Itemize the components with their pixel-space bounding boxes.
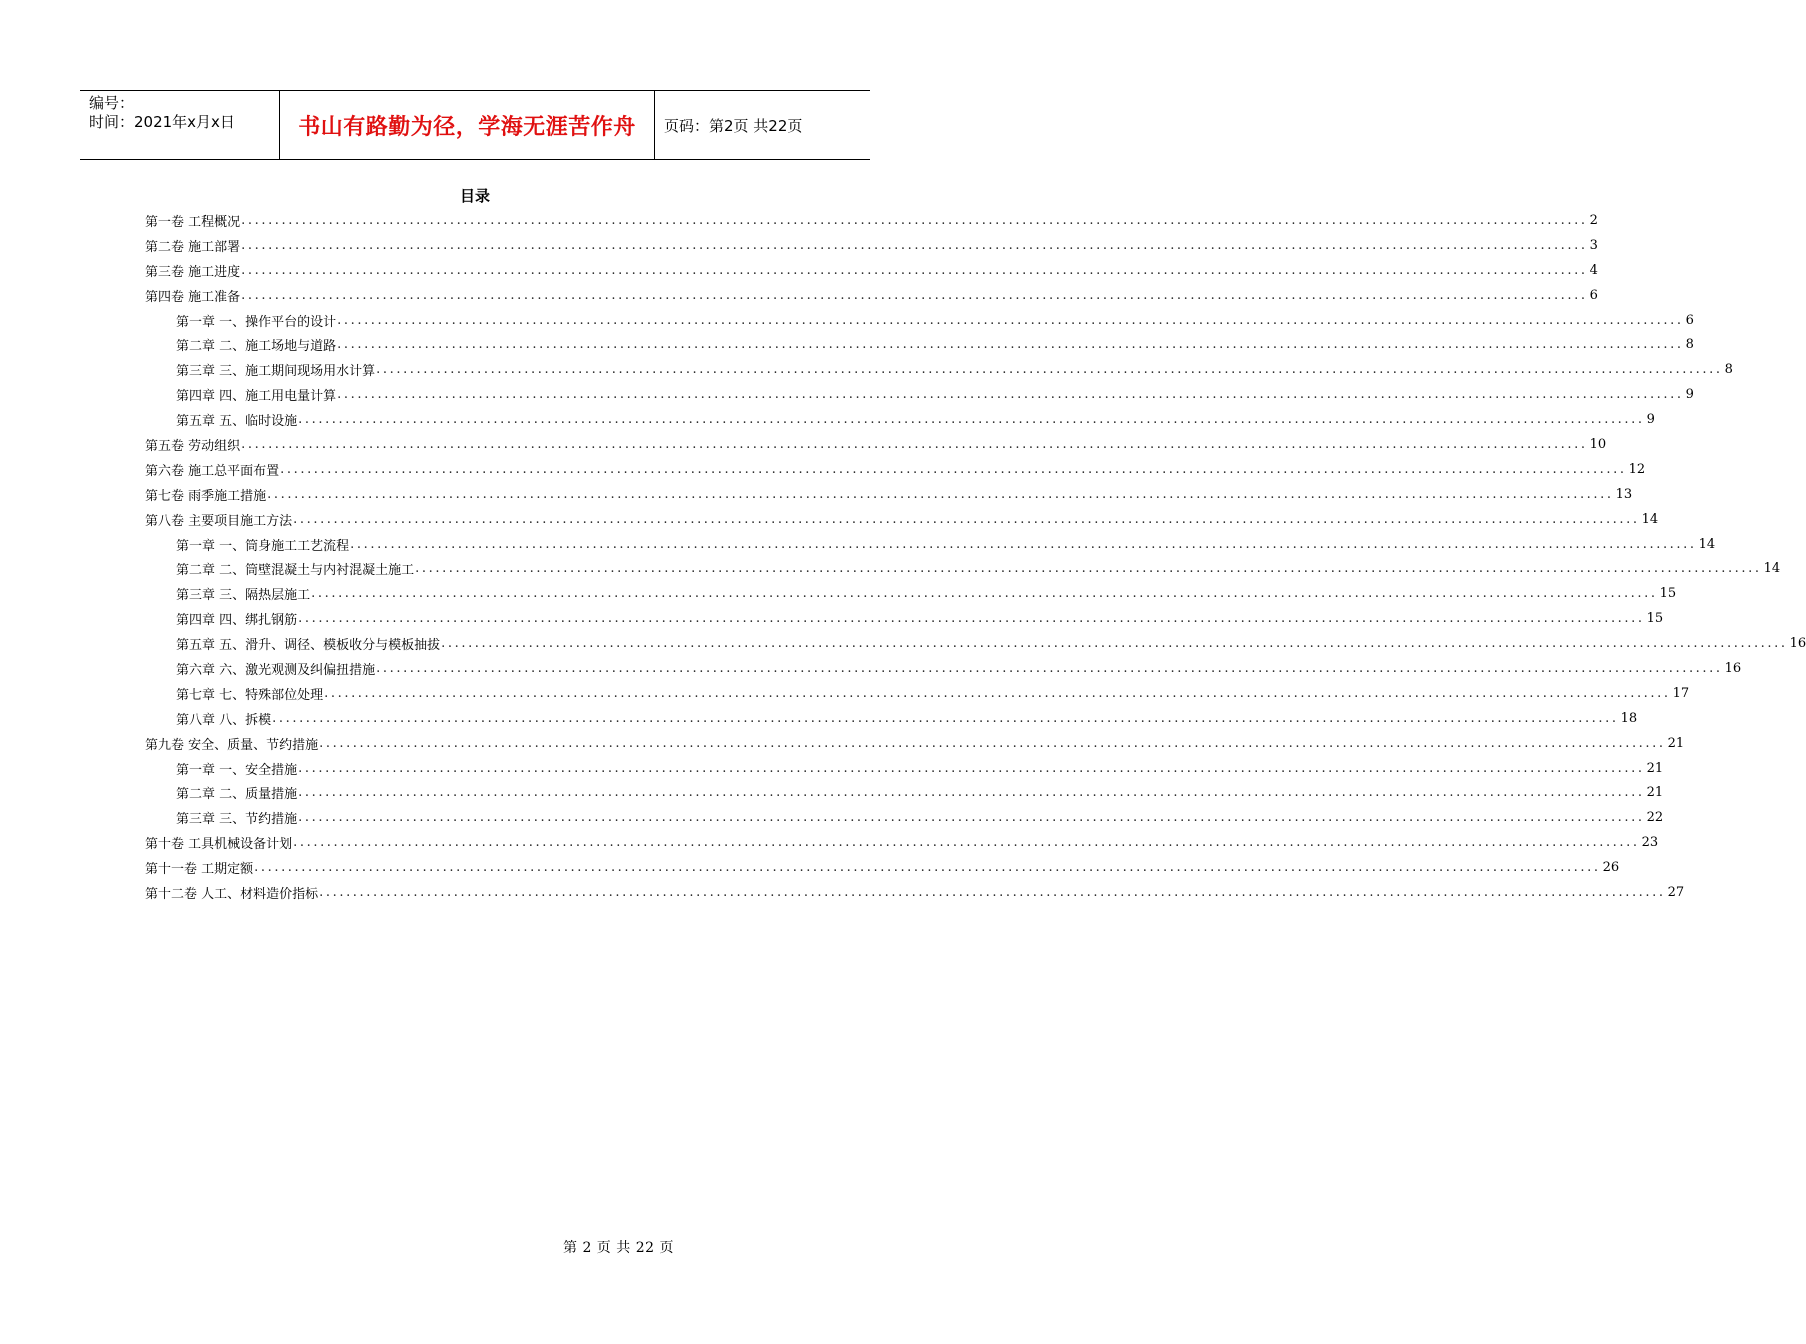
- toc-entry[interactable]: [145, 681, 1690, 706]
- toc-entry[interactable]: [145, 308, 1694, 333]
- toc-entry-page: 18: [1620, 710, 1638, 726]
- toc-entry-label: 第十二卷 人工、材料造价指标: [145, 886, 319, 902]
- toc-entry-page: 23: [1641, 835, 1659, 851]
- toc-entry-label: 第六章 六、激光观测及纠偏扭措施: [176, 662, 376, 678]
- header-page-indicator: 页码：第2页 共22页: [664, 116, 803, 135]
- toc-entry-page: 16: [1724, 660, 1742, 676]
- document-number-label: 编号：: [89, 94, 135, 112]
- toc-entry-label: 第四章 四、施工用电量计算: [176, 389, 337, 405]
- toc-entry-page: 10: [1589, 436, 1607, 452]
- header-slogan: 书山有路勤为径，学海无涯苦作舟: [280, 91, 655, 159]
- toc-dot-leader: ........................................................................................................................................................................................................: [319, 884, 1666, 900]
- toc-entry[interactable]: [145, 780, 1664, 805]
- toc-entry[interactable]: [145, 208, 1598, 233]
- toc-entry[interactable]: [145, 556, 1781, 581]
- toc-entry[interactable]: [145, 830, 1659, 855]
- toc-entry-page: 14: [1698, 536, 1716, 552]
- page-footer: 第 2 页 共 22 页: [563, 1240, 674, 1256]
- toc-entry[interactable]: [145, 805, 1664, 830]
- toc-dot-leader: ........................................................................................................................................................................................................: [337, 312, 1684, 328]
- toc-entry-label: 第五章 五、滑升、调径、模板收分与模板抽拔: [176, 638, 441, 654]
- toc-entry[interactable]: [145, 283, 1598, 308]
- toc-entry-page: 13: [1615, 486, 1633, 502]
- toc-entry-page: 12: [1628, 461, 1646, 477]
- toc-dot-leader: ........................................................................................................................................................................................................: [415, 561, 1762, 577]
- toc-entry[interactable]: [145, 457, 1646, 482]
- toc-entry-page: 27: [1667, 884, 1685, 900]
- toc-entry[interactable]: [145, 706, 1638, 731]
- toc-entry-label: 第三卷 施工进度: [145, 264, 241, 280]
- toc-entry[interactable]: [145, 631, 1806, 656]
- toc-entry-label: 第九卷 安全、质量、节约措施: [145, 737, 319, 753]
- toc-dot-leader: ........................................................................................................................................................................................................: [376, 362, 1723, 378]
- toc-entry-label: 第八卷 主要项目施工方法: [145, 513, 293, 529]
- toc-entry-label: 第五卷 劳动组织: [145, 438, 241, 454]
- toc-entry-label: 第四章 四、绑扎钢筋: [176, 613, 298, 629]
- toc-entry[interactable]: [145, 482, 1633, 507]
- toc-entry-page: 15: [1659, 586, 1677, 602]
- toc-entry[interactable]: [145, 432, 1607, 457]
- toc-dot-leader: ........................................................................................................................................................................................................: [254, 860, 1601, 876]
- toc-entry-page: 8: [1724, 362, 1733, 378]
- toc-dot-leader: ........................................................................................................................................................................................................: [324, 685, 1671, 701]
- toc-entry-page: 21: [1646, 760, 1664, 776]
- toc-dot-leader: ........................................................................................................................................................................................................: [298, 412, 1645, 428]
- toc-entry-page: 16: [1789, 636, 1806, 652]
- toc-entry-page: 9: [1646, 412, 1655, 428]
- toc-entry-page: 21: [1667, 735, 1685, 751]
- toc-dot-leader: ........................................................................................................................................................................................................: [241, 287, 1588, 303]
- toc-dot-leader: ........................................................................................................................................................................................................: [272, 710, 1619, 726]
- toc-dot-leader: ........................................................................................................................................................................................................: [267, 486, 1614, 502]
- toc-dot-leader: ........................................................................................................................................................................................................: [241, 262, 1588, 278]
- toc-entry-label: 第六卷 施工总平面布置: [145, 463, 280, 479]
- toc-entry-label: 第二卷 施工部署: [145, 239, 241, 255]
- toc-entry-label: 第三章 三、节约措施: [176, 812, 298, 828]
- toc-entry-label: 第三章 三、隔热层施工: [176, 588, 311, 604]
- toc-entry-page: 26: [1602, 860, 1620, 876]
- toc-dot-leader: ........................................................................................................................................................................................................: [337, 337, 1684, 353]
- document-time-label: 时间：2021年x月x日: [89, 113, 235, 131]
- toc-dot-leader: ........................................................................................................................................................................................................: [241, 212, 1588, 228]
- toc-entry-page: 22: [1646, 810, 1664, 826]
- toc-entry-page: 15: [1646, 611, 1664, 627]
- toc-entry-label: 第十一卷 工期定额: [145, 862, 254, 878]
- toc-entry[interactable]: [145, 233, 1598, 258]
- toc-dot-leader: ........................................................................................................................................................................................................: [298, 810, 1645, 826]
- toc-dot-leader: ........................................................................................................................................................................................................: [298, 611, 1645, 627]
- toc-entry[interactable]: [145, 606, 1664, 631]
- toc-entry[interactable]: [145, 507, 1659, 532]
- toc-entry[interactable]: [145, 382, 1694, 407]
- toc-entry[interactable]: [145, 756, 1664, 781]
- toc-entry-label: 第二章 二、施工场地与道路: [176, 339, 337, 355]
- toc-entry-page: 2: [1589, 212, 1598, 228]
- toc-dot-leader: ........................................................................................................................................................................................................: [293, 511, 1640, 527]
- toc-entry-label: 第五章 五、临时设施: [176, 414, 298, 430]
- toc-entry-page: 6: [1589, 287, 1598, 303]
- toc-dot-leader: ........................................................................................................................................................................................................: [241, 237, 1588, 253]
- toc-entry-page: 4: [1589, 262, 1598, 278]
- toc-dot-leader: ........................................................................................................................................................................................................: [293, 835, 1640, 851]
- toc-entry[interactable]: [145, 581, 1677, 606]
- toc-dot-leader: ........................................................................................................................................................................................................: [241, 436, 1588, 452]
- toc-entry-label: 第七卷 雨季施工措施: [145, 488, 267, 504]
- table-of-contents: [145, 208, 1806, 905]
- toc-entry[interactable]: [145, 332, 1694, 357]
- toc-entry-label: 第八章 八、拆模: [176, 712, 272, 728]
- header-meta: [80, 91, 280, 159]
- toc-entry[interactable]: [145, 407, 1655, 432]
- toc-entry-label: 第一卷 工程概况: [145, 214, 241, 230]
- toc-entry-page: 14: [1641, 511, 1659, 527]
- toc-entry-label: 第七章 七、特殊部位处理: [176, 687, 324, 703]
- toc-entry-page: 21: [1646, 785, 1664, 801]
- toc-entry[interactable]: [145, 258, 1598, 283]
- toc-entry[interactable]: [145, 357, 1733, 382]
- toc-entry-page: 14: [1763, 561, 1781, 577]
- toc-entry-page: 9: [1685, 387, 1694, 403]
- toc-dot-leader: ........................................................................................................................................................................................................: [280, 461, 1627, 477]
- toc-entry-label: 第一章 一、筒身施工工艺流程: [176, 538, 350, 554]
- toc-entry[interactable]: [145, 731, 1685, 756]
- toc-entry-label: 第二章 二、质量措施: [176, 787, 298, 803]
- toc-entry-label: 第三章 三、施工期间现场用水计算: [176, 364, 376, 380]
- toc-dot-leader: ........................................................................................................................................................................................................: [311, 586, 1658, 602]
- toc-dot-leader: ........................................................................................................................................................................................................: [376, 660, 1723, 676]
- toc-entry-page: 8: [1685, 337, 1694, 353]
- toc-entry[interactable]: [145, 656, 1742, 681]
- toc-entry-label: 第十卷 工具机械设备计划: [145, 837, 293, 853]
- toc-entry-page: 3: [1589, 237, 1598, 253]
- toc-dot-leader: ........................................................................................................................................................................................................: [337, 387, 1684, 403]
- toc-dot-leader: ........................................................................................................................................................................................................: [319, 735, 1666, 751]
- toc-entry[interactable]: [145, 855, 1620, 880]
- toc-entry-label: 第二章 二、筒壁混凝土与内衬混凝土施工: [176, 563, 415, 579]
- toc-dot-leader: ........................................................................................................................................................................................................: [298, 760, 1645, 776]
- toc-entry-label: 第一章 一、操作平台的设计: [176, 314, 337, 330]
- toc-entry[interactable]: [145, 880, 1685, 905]
- toc-entry-label: 第四卷 施工准备: [145, 289, 241, 305]
- toc-title: 目录: [459, 187, 490, 205]
- toc-entry-label: 第一章 一、安全措施: [176, 762, 298, 778]
- toc-entry-page: 17: [1672, 685, 1690, 701]
- toc-entry-page: 6: [1685, 312, 1694, 328]
- page-header: [80, 90, 870, 160]
- toc-dot-leader: ........................................................................................................................................................................................................: [350, 536, 1697, 552]
- toc-dot-leader: ........................................................................................................................................................................................................: [298, 785, 1645, 801]
- toc-entry[interactable]: [145, 532, 1716, 557]
- toc-dot-leader: ........................................................................................................................................................................................................: [441, 636, 1788, 652]
